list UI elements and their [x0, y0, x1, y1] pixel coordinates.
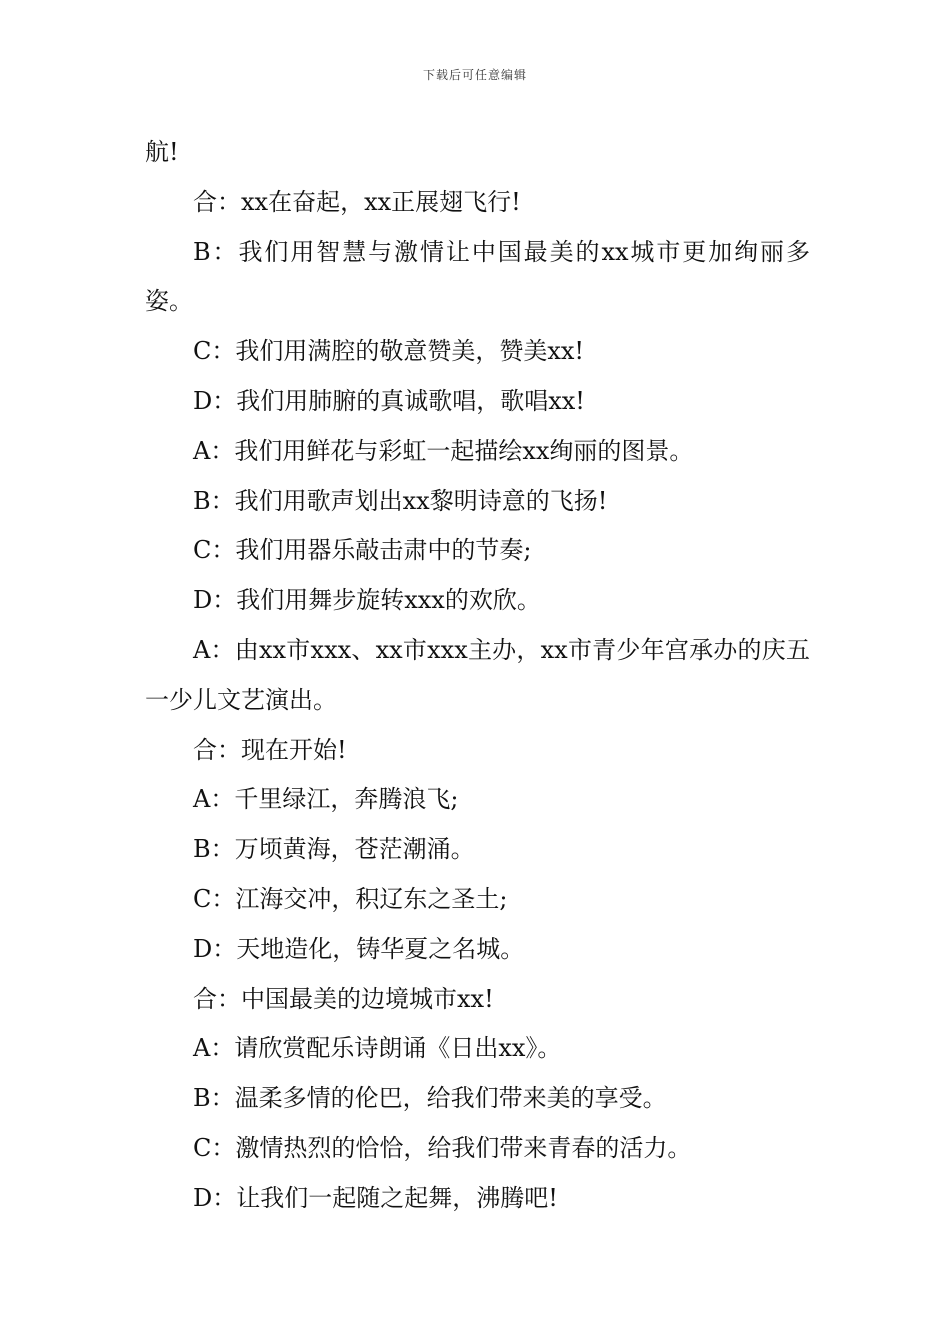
page-header: 下载后可任意编辑	[422, 68, 527, 82]
paragraph: B：温柔多情的伦巴，给我们带来美的享受。	[193, 1084, 667, 1113]
paragraph: B：我们用歌声划出xx黎明诗意的飞扬!	[193, 486, 608, 515]
paragraph: C：我们用满腔的敬意赞美，赞美xx!	[193, 337, 585, 366]
document-body	[145, 128, 810, 1224]
paragraph: C：江海交冲，积辽东之圣土;	[193, 884, 508, 913]
paragraph: C：我们用器乐敲击肃中的节奏;	[193, 536, 532, 565]
paragraph-continuation: 航!	[145, 138, 179, 166]
paragraph: A：我们用鲜花与彩虹一起描绘xx绚丽的图景。	[193, 436, 694, 465]
paragraph: C：激情热烈的恰恰，给我们带来青春的活力。	[193, 1133, 692, 1162]
paragraph: D：天地造化，铸华夏之名城。	[193, 934, 525, 963]
paragraph: A：请欣赏配乐诗朗诵《日出xx》。	[193, 1034, 562, 1063]
paragraph: A：由xx市xxx、xx市xxx主办，xx市青少年宫承办的庆五一少儿文艺演出。	[145, 635, 810, 714]
paragraph: 合：中国最美的边境城市xx!	[193, 984, 494, 1013]
paragraph: 合：xx在奋起，xx正展翅飞行!	[193, 187, 521, 216]
paragraph: 合：现在开始!	[193, 735, 347, 764]
paragraph: D：让我们一起随之起舞，沸腾吧!	[193, 1183, 558, 1212]
paragraph: D：我们用肺腑的真诚歌唱，歌唱xx!	[193, 386, 585, 415]
paragraph: D：我们用舞步旋转xxx的欢欣。	[193, 586, 541, 615]
paragraph: B：我们用智慧与激情让中国最美的xx城市更加绚丽多姿。	[145, 237, 810, 316]
paragraph: A：千里绿江，奔腾浪飞;	[193, 785, 459, 814]
paragraph: B：万顷黄海，苍茫潮涌。	[193, 835, 475, 864]
